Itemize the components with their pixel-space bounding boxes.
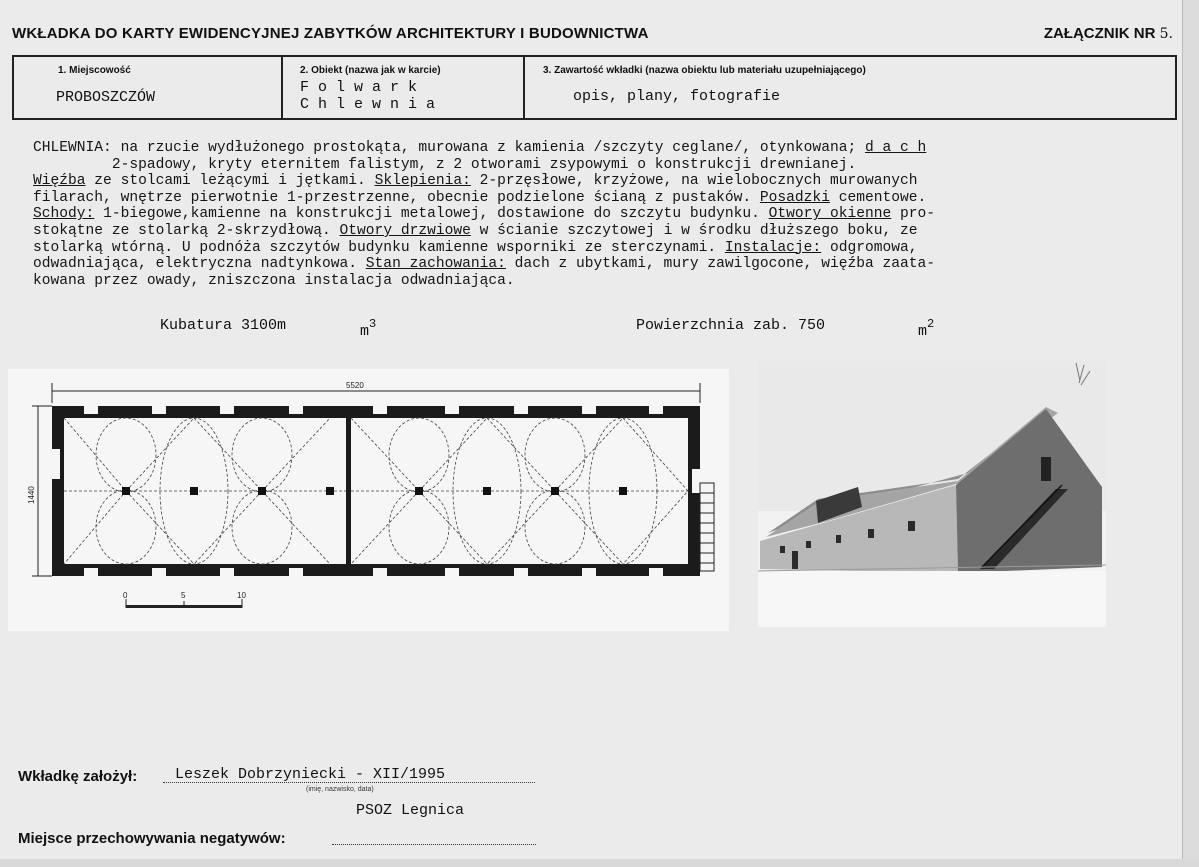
desc-term-instalacje: Instalacje:	[724, 239, 822, 256]
field-2-value-line2: C h l e w n i a	[300, 96, 436, 113]
barn-photo-image	[758, 361, 1106, 627]
field-2-label: 2. Obiekt (nazwa jak w karcie)	[300, 65, 441, 76]
page-edge-bottom	[0, 859, 1199, 867]
page-edge-right	[1182, 0, 1199, 867]
negatives-dotted-line	[332, 844, 536, 845]
form-left-border	[12, 55, 14, 120]
desc-line-5a: 1-biegowe,kamienne na konstrukcji metalowej, dostawione do szczytu budynku.	[94, 206, 769, 223]
kubatura-unit-m: m	[360, 323, 370, 340]
scale-label-5: 5	[181, 591, 186, 600]
document-title: WKŁADKA DO KARTY EWIDENCYJNEJ ZABYTKÓW ARCHITEKTURY I BUDOWNICTWA	[12, 25, 649, 42]
powierzchnia-unit-exp: 2	[927, 317, 935, 331]
desc-line-5b: pro-	[891, 206, 936, 223]
desc-term-wiezba: Więźba	[33, 173, 86, 190]
desc-term-sklepienia: Sklepienia:	[374, 173, 471, 190]
desc-line-4b: cementowe.	[829, 189, 927, 206]
desc-term-posadzki: Posadzki	[759, 189, 830, 206]
scale-label-0: 0	[123, 591, 128, 600]
desc-line-1: CHLEWNIA: na rzucie wydłużonego prostokąta, murowana z kamienia /szczyty ceglane/, otynkowana;	[33, 140, 865, 156]
plan-length-dimension: 5520	[346, 381, 364, 390]
field-1-label: 1. Miejscowość	[58, 65, 131, 76]
founder-note: (imię, nazwisko, data)	[306, 786, 374, 793]
desc-line-9: kowana przez owady, zniszczona instalacja odwadniająca.	[33, 272, 515, 289]
field-1-value: PROBOSZCZÓW	[56, 89, 156, 106]
desc-line-4a: filarach, wnętrze pierwotnie 1-przestrzenne, obecnie podzielone ścianą z pustaków.	[33, 189, 760, 206]
floor-plan	[8, 369, 729, 631]
field-3-value: opis, plany, fotografie	[573, 88, 781, 105]
desc-line-7a: stolarką wtórną. U podnóża szczytów budynku kamienne wsporniki ze sterczynami.	[33, 239, 725, 256]
powierzchnia-value: Powierzchnia zab. 750	[636, 317, 826, 334]
desc-line-2: 2-spadowy, kryty eternitem falistym, z 2 otworami zsypowymi o konstrukcji drewnianej.	[33, 156, 857, 173]
negatives-label: Miejsce przechowywania negatywów:	[18, 830, 286, 847]
kubatura-unit-exp: 3	[369, 317, 377, 331]
desc-term-stan-zachowania: Stan zachowania:	[365, 256, 506, 273]
desc-term-schody: Schody:	[33, 206, 95, 223]
desc-term-otwory-drzwiowe: Otwory drzwiowe	[339, 222, 471, 239]
annex-number: 5.	[1159, 26, 1173, 42]
institution-name: PSOZ Legnica	[356, 802, 465, 819]
desc-term-otwory-okienne: Otwory okienne	[768, 206, 892, 223]
floor-plan-drawing	[8, 369, 729, 631]
form-divider-2	[523, 55, 525, 120]
desc-line-3a: ze stolcami leżącymi i jętkami.	[85, 173, 375, 190]
form-top-rule	[12, 55, 1176, 57]
desc-line-8a: odwadniająca, elektryczna nadtynkowa.	[33, 256, 366, 273]
kubatura	[160, 317, 286, 334]
annex-label	[1044, 25, 1173, 42]
powierzchnia	[636, 317, 825, 334]
desc-line-6b: w ścianie szczytowej i w środku dłuższego boku, ze	[470, 222, 918, 239]
building-description	[33, 140, 1143, 289]
field-2-value-line1: F o l w a r k	[300, 79, 418, 96]
desc-line-3b: 2-przęsłowe, krzyżowe, na wielobocznych murowanych	[470, 173, 918, 190]
powierzchnia-unit-m: m	[918, 323, 928, 340]
annex-label-text: ZAŁĄCZNIK NR	[1043, 25, 1156, 42]
form-right-border	[1175, 55, 1177, 120]
desc-line-7b: odgromowa,	[821, 239, 918, 256]
founder-label: Wkładkę założył:	[18, 768, 138, 785]
desc-term-dach: d a c h	[864, 140, 927, 156]
founder-signature: Leszek Dobrzyniecki - XII/1995	[175, 766, 446, 783]
kubatura-value: Kubatura 3100m	[160, 317, 287, 334]
form-bottom-rule	[12, 118, 1176, 120]
desc-line-8b: dach z ubytkami, mury zawilgocone, więźba zaata-	[505, 256, 936, 273]
desc-line-6a: stokątne ze stolarką 2-skrzydłową.	[33, 222, 340, 239]
plan-width-dimension: 1440	[27, 486, 36, 504]
field-3-label: 3. Zawartość wkładki (nazwa obiektu lub materiału uzupełniającego)	[543, 65, 866, 76]
scale-label-10: 10	[237, 591, 246, 600]
form-divider-1	[281, 55, 283, 120]
kubatura-unit	[360, 317, 376, 340]
building-photograph	[758, 361, 1106, 627]
powierzchnia-unit	[918, 317, 934, 340]
